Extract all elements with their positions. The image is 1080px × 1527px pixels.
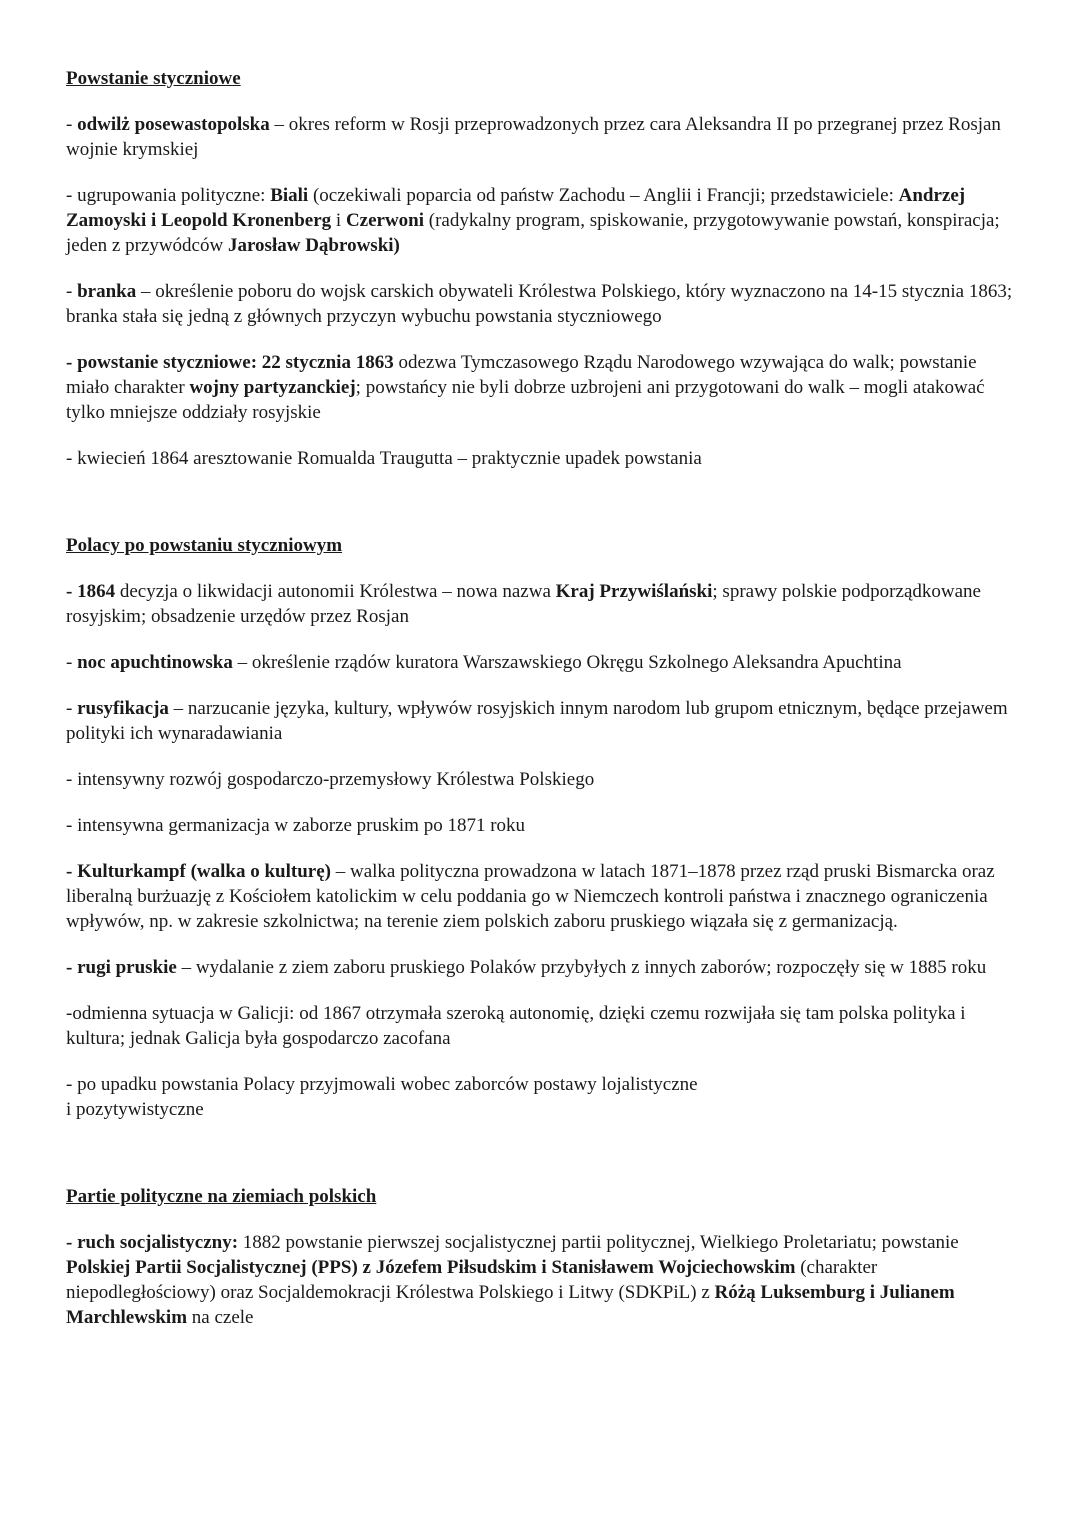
paragraph (66, 955, 1016, 980)
bold-term: rusyfikacja (77, 698, 169, 719)
paragraph (66, 350, 1016, 425)
bold-term: - Kulturkampf (walka o kulturę) (66, 861, 331, 882)
text-run: (radykalny program, spiskowanie, przygotowywanie powstań, konspiracja; jeden z przywódców (66, 210, 1000, 256)
document-page (66, 66, 1016, 1351)
bold-term: Andrzej Zamoyski i Leopold Kronenberg (66, 185, 966, 231)
paragraph (66, 112, 1016, 162)
text-run: (oczekiwali poparcia od państw Zachodu – Anglii i Francji; przedstawiciele: (308, 185, 899, 206)
text-run: – określenie rządów kuratora Warszawskiego Okręgu Szkolnego Aleksandra Apuchtina (232, 652, 902, 673)
section-heading: Powstanie styczniowe (66, 68, 241, 89)
bold-term: - powstanie styczniowe: 22 stycznia 1863 (66, 352, 394, 373)
text-run: - kwiecień 1864 aresztowanie Romualda Traugutta – praktycznie upadek powstania (66, 448, 702, 469)
text-run: (charakter niepodległościowy) oraz Socjaldemokracji Królestwa Polskiego i Litwy (SDKPiL) z (66, 1257, 878, 1303)
text-run: 1882 powstanie pierwszej socjalistycznej partii politycznej, Wielkiego Proletariatu; powstanie (238, 1232, 959, 1253)
text-run: ; sprawy polskie podporządkowane rosyjskim; obsadzenie urzędów przez Rosjan (66, 581, 981, 627)
bold-term: wojny partyzanckiej (189, 377, 356, 398)
paragraph (66, 1072, 1016, 1122)
bold-term: - 1864 (66, 581, 116, 602)
text-run: - (66, 698, 78, 719)
text-run: - intensywna germanizacja w zaborze pruskim po 1871 roku (66, 815, 526, 836)
bold-term: branka (77, 281, 137, 302)
text-run: - po upadku powstania Polacy przyjmowali wobec zaborców postawy lojalistyczne (66, 1074, 698, 1095)
paragraph (66, 767, 1016, 792)
paragraph (66, 696, 1016, 746)
section-partie-polityczne-na-ziemiach-polskich (66, 1184, 1016, 1330)
text-run: – walka polityczna prowadzona w latach 1871–1878 przez rząd pruski Bismarcka oraz liberalną burżuazję z Kościołem katolickim w celu poddania go w Niemczech kontroli państwa i znacznego ograniczenia wpływów, np. w zakresie szkolnictwa; na terenie ziem polskich zaboru pruskiego wiązała się z germanizacją. (66, 861, 995, 932)
text-run: - ugrupowania polityczne: (66, 185, 271, 206)
text-run: – wydalanie z ziem zaboru pruskiego Polaków przybyłych z innych zaborów; rozpoczęły się w 1885 roku (176, 957, 987, 978)
text-run: i (331, 210, 346, 231)
paragraph (66, 279, 1016, 329)
bold-term: - ruch socjalistyczny: (66, 1232, 239, 1253)
text-run: ; powstańcy nie byli dobrze uzbrojeni ani przygotowani do walk – mogli atakować tylko mniejsze oddziały rosyjskie (66, 377, 985, 423)
paragraph (66, 579, 1016, 629)
text-run: - (66, 652, 78, 673)
text-run: - (66, 114, 78, 135)
bold-term: Jarosław Dąbrowski) (227, 235, 400, 256)
text-run: -odmienna sytuacja w Galicji: od 1867 otrzymała szeroką autonomię, dzięki czemu rozwijała się tam polska polityka i kultura; jednak Galicja była gospodarczo zacofana (66, 1003, 966, 1049)
section-powstanie-styczniowe (66, 66, 1016, 471)
bold-term: Czerwoni (345, 210, 425, 231)
bold-term: Różą Luksemburg i Julianem Marchlewskim (66, 1282, 955, 1328)
text-run: - (66, 281, 78, 302)
paragraph (66, 446, 1016, 471)
bold-term: noc apuchtinowska (77, 652, 233, 673)
paragraph (66, 1230, 1016, 1330)
text-run: na czele (187, 1307, 254, 1328)
text-run: – okres reform w Rosji przeprowadzonych przez cara Aleksandra II po przegranej przez Rosjan wojnie krymskiej (66, 114, 1001, 160)
paragraph (66, 1001, 1016, 1051)
text-run: i pozytywistyczne (66, 1099, 204, 1120)
bold-term: Kraj Przywiślański (555, 581, 713, 602)
paragraph (66, 650, 1016, 675)
section-heading: Polacy po powstaniu styczniowym (66, 535, 343, 556)
section-polacy-po-powstaniu-styczniowym (66, 533, 1016, 1122)
text-run: odezwa Tymczasowego Rządu Narodowego wzywająca do walk; powstanie miało charakter (66, 352, 977, 398)
section-heading: Partie polityczne na ziemiach polskich (66, 1186, 377, 1207)
text-run: - intensywny rozwój gospodarczo-przemysłowy Królestwa Polskiego (66, 769, 595, 790)
bold-term: odwilż posewastopolska (77, 114, 270, 135)
text-run: decyzja o likwidacji autonomii Królestwa – nowa nazwa (115, 581, 556, 602)
paragraph (66, 183, 1016, 258)
bold-term: Biali (270, 185, 309, 206)
text-run: – narzucanie języka, kultury, wpływów rosyjskich innym narodom lub grupom etnicznym, będące przejawem polityki ich wynaradawiania (66, 698, 1008, 744)
paragraph (66, 813, 1016, 838)
bold-term: - rugi pruskie (66, 957, 177, 978)
bold-term: Polskiej Partii Socjalistycznej (PPS) z Józefem Piłsudskim i Stanisławem Wojciechowskim (66, 1257, 796, 1278)
text-run: – określenie poboru do wojsk carskich obywateli Królestwa Polskiego, który wyznaczono na 14-15 stycznia 1863; branka stała się jedną z głównych przyczyn wybuchu powstania styczniowego (66, 281, 1013, 327)
paragraph (66, 859, 1016, 934)
